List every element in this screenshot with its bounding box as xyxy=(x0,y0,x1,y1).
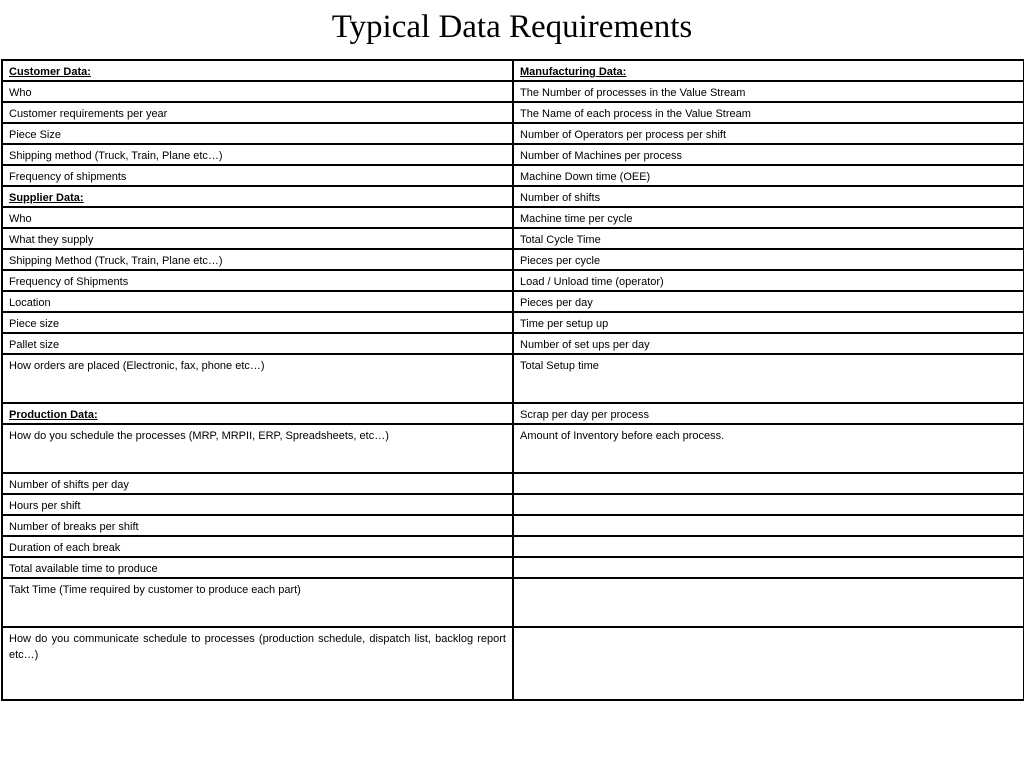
table-cell xyxy=(513,578,1024,627)
table-cell: Piece Size xyxy=(2,123,513,144)
table-cell: Machine Down time (OEE) xyxy=(513,165,1024,186)
table-cell: Total Setup time xyxy=(513,354,1024,403)
table-cell: Pieces per day xyxy=(513,291,1024,312)
table-cell xyxy=(513,494,1024,515)
table-cell: Customer requirements per year xyxy=(2,102,513,123)
table-row xyxy=(2,578,1024,627)
table-cell: Number of shifts per day xyxy=(2,473,513,494)
table-cell xyxy=(513,557,1024,578)
page-title: Typical Data Requirements xyxy=(331,9,693,45)
table-row xyxy=(2,312,1024,333)
table-cell xyxy=(513,627,1024,700)
table-cell xyxy=(513,473,1024,494)
table-row xyxy=(2,186,1024,207)
section-header-production-data: Production Data: xyxy=(2,403,513,424)
table-row xyxy=(2,354,1024,403)
table-row xyxy=(2,333,1024,354)
table-cell: What they supply xyxy=(2,228,513,249)
table-row xyxy=(2,165,1024,186)
table-row xyxy=(2,557,1024,578)
table-cell: Pallet size xyxy=(2,333,513,354)
table-cell: Takt Time (Time required by customer to produce each part) xyxy=(2,578,513,627)
table-cell: Who xyxy=(2,207,513,228)
table-cell: Amount of Inventory before each process. xyxy=(513,424,1024,473)
table-cell: Shipping method (Truck, Train, Plane etc…) xyxy=(2,144,513,165)
table-cell xyxy=(513,536,1024,557)
table-cell: Scrap per day per process xyxy=(513,403,1024,424)
table-cell: Who xyxy=(2,81,513,102)
table-cell: Piece size xyxy=(2,312,513,333)
table-row xyxy=(2,515,1024,536)
table-row xyxy=(2,270,1024,291)
table-cell: How orders are placed (Electronic, fax, phone etc…) xyxy=(2,354,513,403)
table-cell: Frequency of Shipments xyxy=(2,270,513,291)
table-cell: Load / Unload time (operator) xyxy=(513,270,1024,291)
data-requirements-table xyxy=(1,59,1024,701)
section-header-customer-data: Customer Data: xyxy=(2,60,513,81)
table-cell: Duration of each break xyxy=(2,536,513,557)
table-cell: Number of set ups per day xyxy=(513,333,1024,354)
table-row xyxy=(2,60,1024,81)
table-cell: Total available time to produce xyxy=(2,557,513,578)
table-row xyxy=(2,627,1024,700)
table-row xyxy=(2,403,1024,424)
table-row xyxy=(2,424,1024,473)
table-row xyxy=(2,81,1024,102)
table-cell: Machine time per cycle xyxy=(513,207,1024,228)
table-row xyxy=(2,249,1024,270)
table-row xyxy=(2,207,1024,228)
table-cell: How do you schedule the processes (MRP, MRPII, ERP, Spreadsheets, etc…) xyxy=(2,424,513,473)
table-cell: Time per setup up xyxy=(513,312,1024,333)
section-header-supplier-data: Supplier Data: xyxy=(2,186,513,207)
table-row xyxy=(2,123,1024,144)
table-cell: How do you communicate schedule to processes (production schedule, dispatch list, backlog report etc…) xyxy=(2,627,513,700)
section-header-manufacturing-data: Manufacturing Data: xyxy=(513,60,1024,81)
table-row xyxy=(2,228,1024,249)
table-cell: The Name of each process in the Value Stream xyxy=(513,102,1024,123)
table-cell: Number of Operators per process per shift xyxy=(513,123,1024,144)
table-cell: Location xyxy=(2,291,513,312)
table-cell: Number of Machines per process xyxy=(513,144,1024,165)
table-row xyxy=(2,536,1024,557)
table-row xyxy=(2,291,1024,312)
table-cell: Number of shifts xyxy=(513,186,1024,207)
table-cell: Pieces per cycle xyxy=(513,249,1024,270)
table-row xyxy=(2,494,1024,515)
table-cell: Number of breaks per shift xyxy=(2,515,513,536)
table-row xyxy=(2,473,1024,494)
table-cell xyxy=(513,515,1024,536)
table-cell: The Number of processes in the Value Stream xyxy=(513,81,1024,102)
table-cell: Shipping Method (Truck, Train, Plane etc…) xyxy=(2,249,513,270)
table-cell: Hours per shift xyxy=(2,494,513,515)
table-cell: Total Cycle Time xyxy=(513,228,1024,249)
table-row xyxy=(2,102,1024,123)
table-row xyxy=(2,144,1024,165)
table-cell: Frequency of shipments xyxy=(2,165,513,186)
